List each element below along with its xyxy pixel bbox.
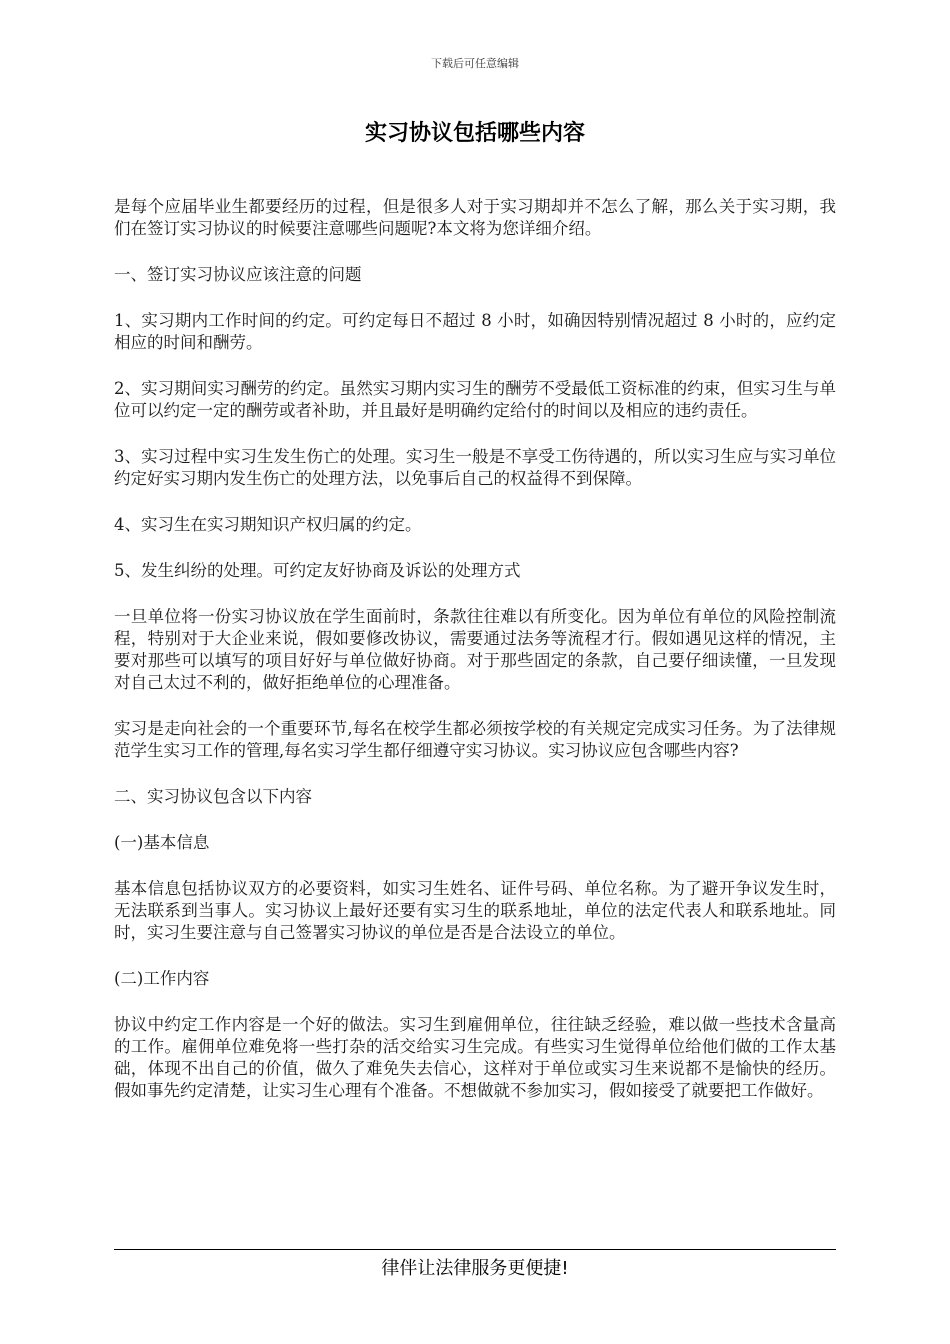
list-item-2: 2、实习期间实习酬劳的约定。虽然实习期内实习生的酬劳不受最低工资标准的约束，但实习生与单位可以约定一定的酬劳或者补助，并且最好是明确约定给付的时间以及相应的违约责任。 — [114, 379, 836, 420]
list-item-1: 1、实习期内工作时间的约定。可约定每日不超过 8 小时，如确因特别情况超过 8 小时的，应约定相应的时间和酬劳。 — [114, 311, 836, 352]
list-item-5: 5、发生纠纷的处理。可约定友好协商及诉讼的处理方式 — [114, 561, 521, 580]
section-heading-1: 一、签订实习协议应该注意的问题 — [114, 265, 362, 284]
header-note: 下载后可任意编辑 — [431, 57, 519, 70]
subsection-heading-1: (一)基本信息 — [114, 833, 210, 852]
footer-divider — [114, 1249, 836, 1250]
body-paragraph: 实习是走向社会的一个重要环节,每名在校学生都必须按学校的有关规定完成实习任务。为了法律规范学生实习工作的管理,每名实习学生都仔细遵守实习协议。实习协议应包含哪些内容? — [114, 719, 836, 760]
list-item-3: 3、实习过程中实习生发生伤亡的处理。实习生一般是不享受工伤待遇的，所以实习生应与实习单位约定好实习期内发生伤亡的处理方法，以免事后自己的权益得不到保障。 — [114, 447, 836, 488]
footer-slogan: 律伴让法律服务更便捷! — [381, 1258, 569, 1279]
subsection-heading-2: (二)工作内容 — [114, 969, 210, 988]
body-paragraph: 基本信息包括协议双方的必要资料，如实习生姓名、证件号码、单位名称。为了避开争议发生时，无法联系到当事人。实习协议上最好还要有实习生的联系地址，单位的法定代表人和联系地址。同时，实习生要注意与自己签署实习协议的单位是否是合法设立的单位。 — [114, 879, 836, 942]
document-title: 实习协议包括哪些内容 — [364, 121, 585, 146]
list-item-4: 4、实习生在实习期知识产权归属的约定。 — [114, 515, 422, 534]
body-paragraph: 协议中约定工作内容是一个好的做法。实习生到雇佣单位，往往缺乏经验，难以做一些技术含量高的工作。雇佣单位难免将一些打杂的活交给实习生完成。有些实习生觉得单位给他们做的工作太基础，体现不出自己的价值，做久了难免失去信心，这样对于单位或实习生来说都不是愉快的经历。假如事先约定清楚，让实习生心理有个准备。不想做就不参加实习，假如接受了就要把工作做好。 — [114, 1015, 836, 1100]
body-paragraph: 一旦单位将一份实习协议放在学生面前时，条款往往难以有所变化。因为单位有单位的风险控制流程，特别对于大企业来说，假如要修改协议，需要通过法务等流程才行。假如遇见这样的情况，主要对那些可以填写的项目好好与单位做好协商。对于那些固定的条款，自己要仔细读懂，一旦发现对自己太过不利的，做好拒绝单位的心理准备。 — [114, 607, 836, 692]
section-heading-2: 二、实习协议包含以下内容 — [114, 787, 312, 806]
intro-paragraph: 是每个应届毕业生都要经历的过程，但是很多人对于实习期却并不怎么了解，那么关于实习期，我们在签订实习协议的时候要注意哪些问题呢?本文将为您详细介绍。 — [114, 197, 836, 238]
document-body — [114, 196, 836, 1126]
